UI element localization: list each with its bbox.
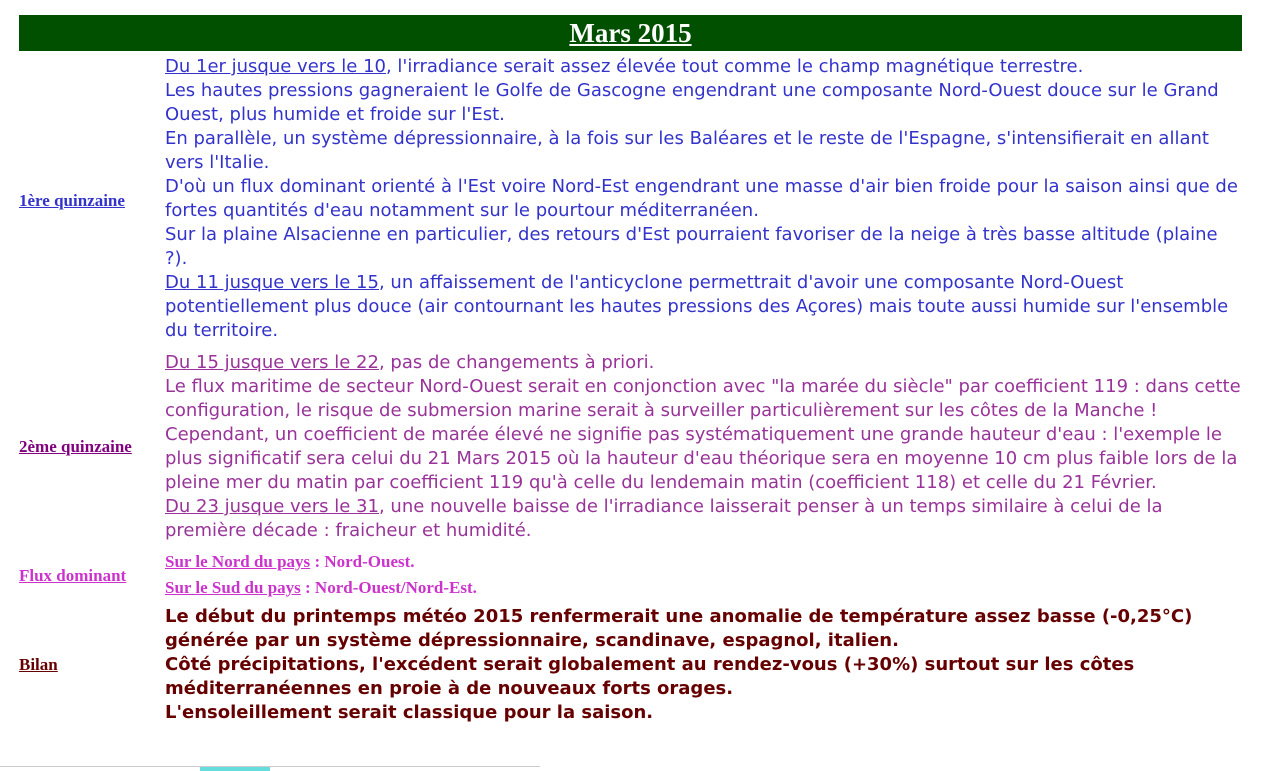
- flow-north: [165, 549, 1242, 575]
- paragraph: Le flux maritime de secteur Nord-Ouest serait en conjonction avec "la marée du siècle" par coefficient 119 : dans cette configuration, le risque de submersion marine serait à surveiller particulièrement sur les côtes de la Manche !: [165, 376, 1241, 421]
- paragraph-text: , l'irradiance serait assez élevée tout comme le champ magnétique terrestre.: [385, 56, 1084, 77]
- north-link[interactable]: Sur le Nord du pays: [165, 552, 311, 571]
- month-header: [19, 15, 1242, 51]
- label-summary[interactable]: Bilan: [19, 655, 58, 674]
- summary-line: L'ensoleillement serait classique pour la saison.: [165, 702, 654, 723]
- row-summary: [19, 605, 1242, 725]
- row-dominant-flow: [19, 547, 1242, 605]
- forecast-page: [19, 15, 1242, 725]
- summary-line: [165, 605, 1242, 653]
- content-first-fortnight: [165, 55, 1242, 347]
- summary-year: 2015: [473, 606, 524, 627]
- paragraph: Sur la plaine Alsacienne en particulier, des retours d'Est pourraient favoriser de la neige à très basse altitude (plaine ?).: [165, 224, 1218, 269]
- paragraph-text: , un affaissement de l'anticyclone permettrait d'avoir une composante Nord-Ouest potentiellement plus douce (air contournant les hautes pressions des Açores) mais toute aussi humide sur l'ensemble du territoire.: [165, 272, 1229, 341]
- flow-north-value: : Nord-Ouest.: [310, 552, 415, 571]
- paragraph: Cependant, un coefficient de marée élevé ne signifie pas systématiquement une grande hauteur d'eau : l'exemple le plus significatif sera celui du 21 Mars 2015 où la hauteur d'eau théorique sera en moyenne 10 cm plus faible lors de la pleine mer du matin par coefficient 119 qu'à celle du lendemain matin (coefficient 118) et celle du 21 Février.: [165, 424, 1238, 493]
- paragraph: [165, 351, 1242, 375]
- date-range-link[interactable]: Du 15 jusque vers le 22: [165, 352, 379, 373]
- scrollbar-thumb[interactable]: [200, 767, 270, 771]
- content-summary: [165, 605, 1242, 725]
- flow-south-value: : Nord-Ouest/Nord-Est.: [300, 578, 477, 597]
- paragraph-text: , pas de changements à priori.: [378, 352, 655, 373]
- paragraph: [165, 495, 1242, 543]
- content-second-fortnight: [165, 347, 1242, 547]
- label-second-fortnight[interactable]: 2ème quinzaine: [19, 437, 132, 456]
- summary-text: Le début du printemps météo: [165, 606, 474, 627]
- content-dominant-flow: [165, 547, 1242, 605]
- row-first-fortnight: [19, 55, 1242, 347]
- date-range-link[interactable]: Du 23 jusque vers le 31: [165, 496, 379, 517]
- month-title[interactable]: Mars 2015: [569, 17, 692, 48]
- date-range-link[interactable]: Du 11 jusque vers le 15: [165, 272, 379, 293]
- label-first-fortnight[interactable]: 1ère quinzaine: [19, 191, 125, 210]
- date-range-link[interactable]: Du 1er jusque vers le 10: [165, 56, 386, 77]
- paragraph-text: , une nouvelle baisse de l'irradiance laisserait penser à un temps similaire à celui de la première décade : fraicheur et humidité.: [165, 496, 1163, 541]
- forecast-table: [19, 55, 1242, 725]
- south-link[interactable]: Sur le Sud du pays: [165, 578, 301, 597]
- flow-south: [165, 575, 1242, 601]
- summary-line: Côté précipitations, l'excédent serait globalement au rendez-vous (+30%) surtout sur les côtes méditerranéennes en proie à de nouveaux forts orages.: [165, 654, 1135, 699]
- paragraph: [165, 55, 1242, 79]
- summary-text: renfermerait une anomalie de température assez basse (-0,25°C) générée par un système dépressionnaire, scandinave, espagnol, italien.: [165, 606, 1193, 651]
- paragraph: Les hautes pressions gagneraient le Golfe de Gascogne engendrant une composante Nord-Ouest douce sur le Grand Ouest, plus humide et froide sur l'Est.: [165, 80, 1219, 125]
- label-dominant-flow[interactable]: Flux dominant: [19, 566, 127, 585]
- paragraph: [165, 271, 1242, 343]
- row-second-fortnight: [19, 347, 1242, 547]
- paragraph: D'où un flux dominant orienté à l'Est voire Nord-Est engendrant une masse d'air bien froide pour la saison ainsi que de fortes quantités d'eau notamment sur le pourtour méditerranéen.: [165, 176, 1238, 221]
- paragraph: En parallèle, un système dépressionnaire, à la fois sur les Baléares et le reste de l'Espagne, s'intensifierait en allant vers l'Italie.: [165, 128, 1209, 173]
- divider: [0, 766, 540, 767]
